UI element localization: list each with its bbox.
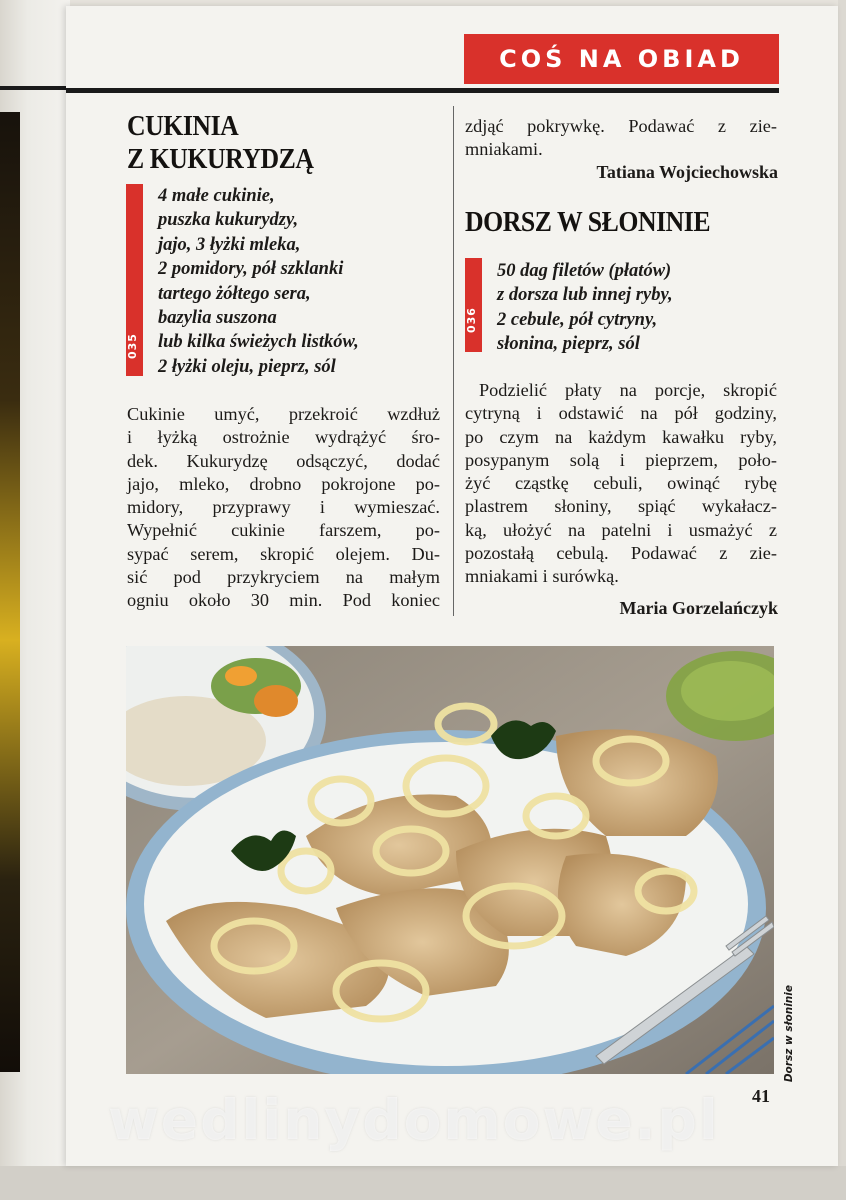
ingredient: tartego żółtego sera,: [158, 283, 311, 304]
ingredient: bazylia suszona: [158, 308, 277, 329]
ingredient: jajo, 3 łyżki mleka,: [158, 234, 301, 255]
text-line: plastrem słoniny, spiąć wykałacz-: [465, 496, 777, 517]
dish-photo: [126, 646, 774, 1074]
text-line: zdjąć pokrywkę. Podawać z zie-: [465, 116, 777, 136]
ingredient: 4 małe cukinie,: [158, 186, 275, 206]
page-right-edge: [838, 0, 846, 1200]
ingredient: z dorsza lub innej ryby,: [497, 285, 673, 306]
ingredient: 2 pomidory, pół szklanki: [158, 259, 344, 280]
recipe2-ingredients-block: [465, 258, 775, 358]
ingredient: puszka kukurydzy,: [158, 210, 299, 231]
text-line: mniakami i surówką.: [465, 566, 619, 587]
recipe2-instructions: [465, 379, 777, 589]
section-tag-label: COŚ NA OBIAD: [499, 45, 744, 73]
ingredient: słonina, pieprz, sól: [497, 334, 640, 355]
text-line: mniakami.: [465, 139, 543, 160]
ingredient: 2 łyżki oleju, pieprz, sól: [158, 356, 336, 377]
ingredient: lub kilka świeżych listków,: [158, 332, 359, 353]
text-line: sić pod przykryciem na małym: [127, 567, 440, 588]
recipe1-title-line2: Z KUKURYDZĄ: [127, 144, 314, 175]
recipe1-title-line1: CUKINIA: [127, 111, 239, 142]
section-tag: [464, 34, 779, 84]
text-line: Wypełnić cukinie farszem, po-: [127, 520, 440, 541]
watermark: wedlinydomowe.pl: [108, 1088, 720, 1152]
recipe1-ingredients: [158, 184, 359, 379]
text-line: Podzielić płaty na porcje, skropić: [479, 380, 777, 400]
text-line: po czym na każdym kawałku ryby,: [465, 426, 777, 447]
text-line: sypać serem, skropić olejem. Du-: [127, 543, 440, 564]
recipe1-author: Tatiana Wojciechowska: [596, 162, 778, 182]
text-line: pozostałą cebulą. Podawać z zie-: [465, 543, 777, 564]
page-number: 41: [752, 1086, 770, 1106]
text-line: żyć cząstkę cebuli, owinąć rybę: [465, 473, 777, 494]
recipe1-number: 035: [126, 333, 139, 359]
recipe1-instructions: [127, 403, 440, 613]
recipe2-ingredients: [497, 259, 673, 357]
recipe1-ingredients-block: [126, 184, 446, 379]
text-line: ogniu około 30 min. Pod koniec: [127, 590, 440, 611]
text-line: cytryną i odstawić na pół godziny,: [465, 403, 777, 424]
header-rule: [66, 88, 779, 93]
scan-bottom-band: [0, 1166, 846, 1200]
recipe1-title: [127, 110, 314, 176]
recipe2-title: DORSZ W SŁONINIE: [465, 207, 711, 238]
text-line: dek. Kukurydzę odsączyć, dodać: [127, 450, 440, 471]
text-line: jajo, mleko, drobno pokrojone po-: [127, 473, 440, 494]
column-divider: [453, 106, 454, 616]
text-line: midory, przyprawy i wymieszać.: [127, 497, 440, 518]
previous-page-rule: [0, 86, 70, 90]
recipe1-instructions-continued: [465, 115, 777, 162]
text-line: Cukinie umyć, przekroić wzdłuż: [127, 404, 440, 424]
text-line: ką, ułożyć na patelni i usmażyć z: [465, 519, 777, 540]
text-line: i łyżką ostrożnie wydrążyć śro-: [127, 427, 440, 448]
recipe2-number: 036: [465, 307, 478, 333]
ingredient: 50 dag filetów (płatów): [497, 261, 672, 281]
text-line: posypanym solą i pieprzem, poło-: [465, 449, 777, 470]
dish-photo-illustration: [126, 646, 774, 1074]
photo-caption: Dorsz w słoninie: [783, 985, 795, 1083]
previous-page-image-strip: [0, 112, 20, 1072]
recipe2-author: Maria Gorzelańczyk: [619, 598, 778, 618]
ingredient: 2 cebule, pół cytryny,: [497, 309, 658, 330]
